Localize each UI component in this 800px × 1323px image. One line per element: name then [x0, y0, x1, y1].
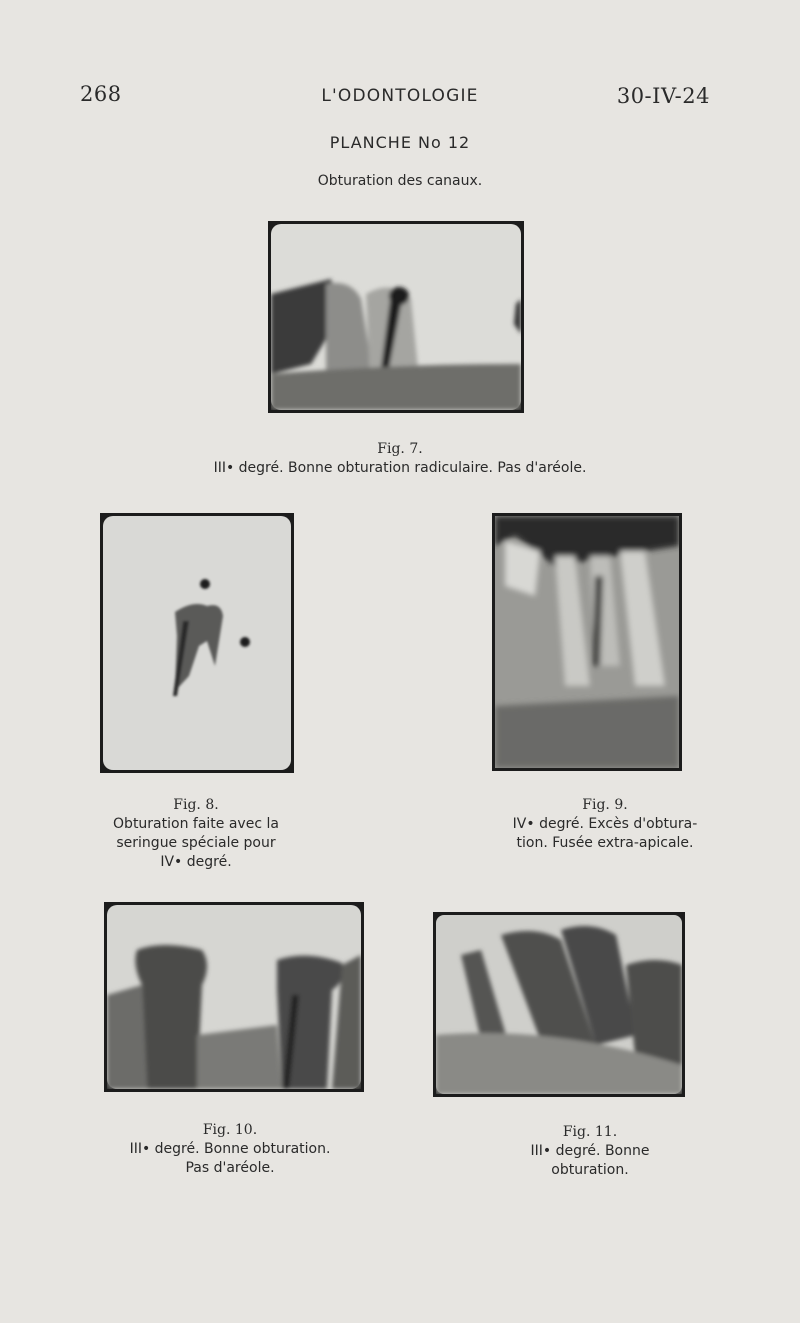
caption-line: obturation. [551, 1162, 629, 1178]
caption-line: tion. Fusée extra-apicale. [516, 835, 694, 851]
caption-line: Pas d'aréole. [185, 1160, 275, 1176]
caption-line: III• degré. Bonne [530, 1143, 650, 1159]
radiograph-fig-11 [433, 912, 685, 1097]
plate-subtitle: Obturation des canaux. [317, 173, 483, 189]
caption-fig-11 [480, 1123, 700, 1180]
page-number: 268 [80, 82, 122, 106]
journal-title: L'ODONTOLOGIE [321, 86, 479, 106]
radiograph-fig-10 [104, 902, 364, 1092]
caption-line: Obturation faite avec la [113, 816, 279, 832]
issue-date: 30-IV-24 [616, 84, 710, 108]
caption-line: IV• degré. [160, 854, 232, 870]
caption-line: III• degré. Bonne obturation radiculaire. Pas d'aréole. [213, 460, 587, 476]
figure-number: Fig. 7. [377, 441, 423, 457]
figure-number: Fig. 9. [582, 797, 628, 813]
caption-fig-8 [80, 796, 312, 872]
plate-title: PLANCHE No 12 [329, 133, 471, 152]
caption-fig-9 [475, 796, 735, 853]
caption-line: III• degré. Bonne obturation. [129, 1141, 331, 1157]
figure-number: Fig. 8. [173, 797, 219, 813]
running-header [0, 82, 800, 114]
figure-number: Fig. 11. [562, 1124, 618, 1140]
caption-fig-10 [70, 1121, 390, 1178]
radiograph-fig-9 [492, 513, 682, 771]
caption-line: IV• degré. Excès d'obtura- [512, 816, 698, 832]
radiograph-fig-8 [100, 513, 294, 773]
radiograph-fig-7 [268, 221, 524, 413]
caption-line: seringue spéciale pour [116, 835, 276, 851]
figure-number: Fig. 10. [202, 1122, 258, 1138]
caption-fig-7 [100, 440, 700, 478]
